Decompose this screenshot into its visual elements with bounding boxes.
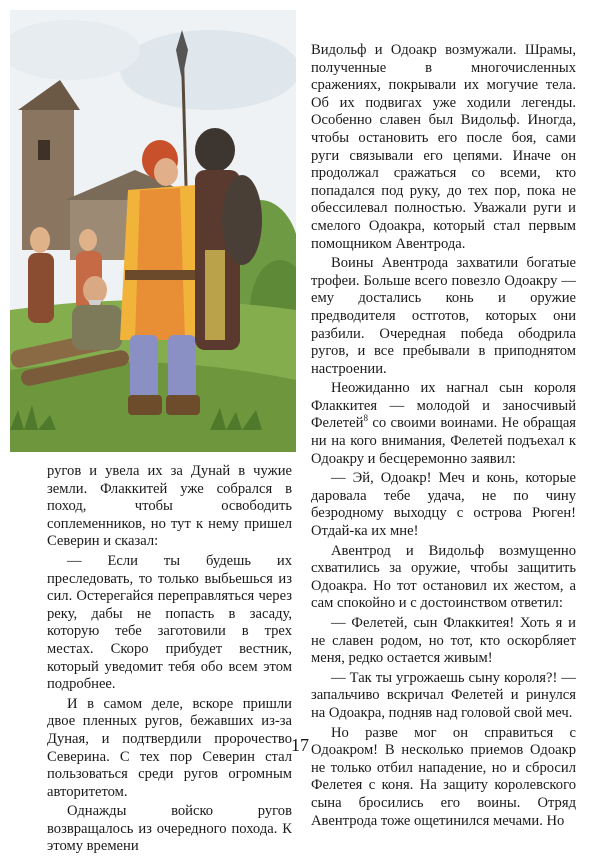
page-number: 17	[291, 735, 309, 755]
paragraph-text: со своими воинами. Не обращая ни на кого внимания, Фелетей подъехал к Одоакру и бесцеремонно заявил:	[311, 415, 577, 467]
illustration	[10, 10, 296, 452]
right-column	[311, 42, 576, 832]
footnote-mark: 8	[363, 413, 368, 424]
warriors-illustration	[10, 10, 296, 452]
paragraph: — Эй, Одоакр! Меч и конь, которые даровала тебе удача, не по чину безродному выходцу с острова Рюген! Отдай-ка их мне!	[311, 470, 576, 540]
paragraph: Однажды войско ругов возвращалось из очередного похода. К этому времени	[47, 803, 292, 855]
paragraph-text: Неожиданно их нагнал сын короля Флаккитея — молодой и заносчивый Фелетей	[311, 380, 576, 432]
left-column	[47, 463, 292, 858]
paragraph: — Так ты угрожаешь сыну короля?! — запальчиво вскричал Фелетей и ринулся на Одоакра, подняв над головой свой меч.	[311, 669, 576, 721]
paragraph: — Если ты будешь их преследовать, то только выбьешься из сил. Остерегайся переправляться через реку, дабы не попасть в засаду, которую тебе заготовили в трех местах. Скоро прибудет вестник, который уведомит тебя обо всем этом подробнее.	[47, 552, 292, 693]
paragraph: Но разве мог он справиться с Одоакром! В несколько приемов Одоакр не только отбил нападение, но и сбросил Фелетея с коня. На защиту королевского сына бросились его воины. Отряд Авентрода тоже ощетинился мечами. Но	[311, 724, 576, 829]
paragraph: Воины Авентрода захватили богатые трофеи. Больше всего повезло Одоакру — ему достались конь и оружие предводителя остготов, которых они разбили. Очередная победа ободрила ругов, и все пребывали в приподнятом настроении.	[311, 255, 576, 377]
paragraph: Авентрод и Видольф возмущенно схватились за оружие, чтобы защитить Одоакра. Но тот остановил их жестом, а сам спокойно и с достоинством ответил:	[311, 542, 576, 612]
paragraph: Видольф и Одоакр возмужали. Шрамы, полученные в многочисленных сражениях, покрывали их могучие тела. Об их подвигах уже ходили легенды. Особенно славен был Видольф. Иногда, чтобы остановить его после боя, сами руги связывали его цепями. Иначе он продолжал сражаться со всеми, кто попадался под руку, до тех пор, пока не обессилевал полностью. Уважали руги и смелого Одоакра, который стал первым помощником Авентрода.	[311, 42, 576, 252]
paragraph	[311, 380, 576, 468]
paragraph: ругов и увела их за Дунай в чужие земли. Флаккитей уже собрался в поход, чтобы освободить соплеменников, но тут к нему пришел Северин и сказал:	[47, 463, 292, 550]
paragraph: — Фелетей, сын Флаккитея! Хоть я и не славен родом, но тот, кто оскорбляет меня, редко остается живым!	[311, 615, 576, 667]
paragraph: И в самом деле, вскоре пришли двое пленных ругов, бежавших из-за Дуная, и подтвердили пророчество Северина. С тех пор Северин стал пользоваться среди ругов огромным авторитетом.	[47, 695, 292, 800]
